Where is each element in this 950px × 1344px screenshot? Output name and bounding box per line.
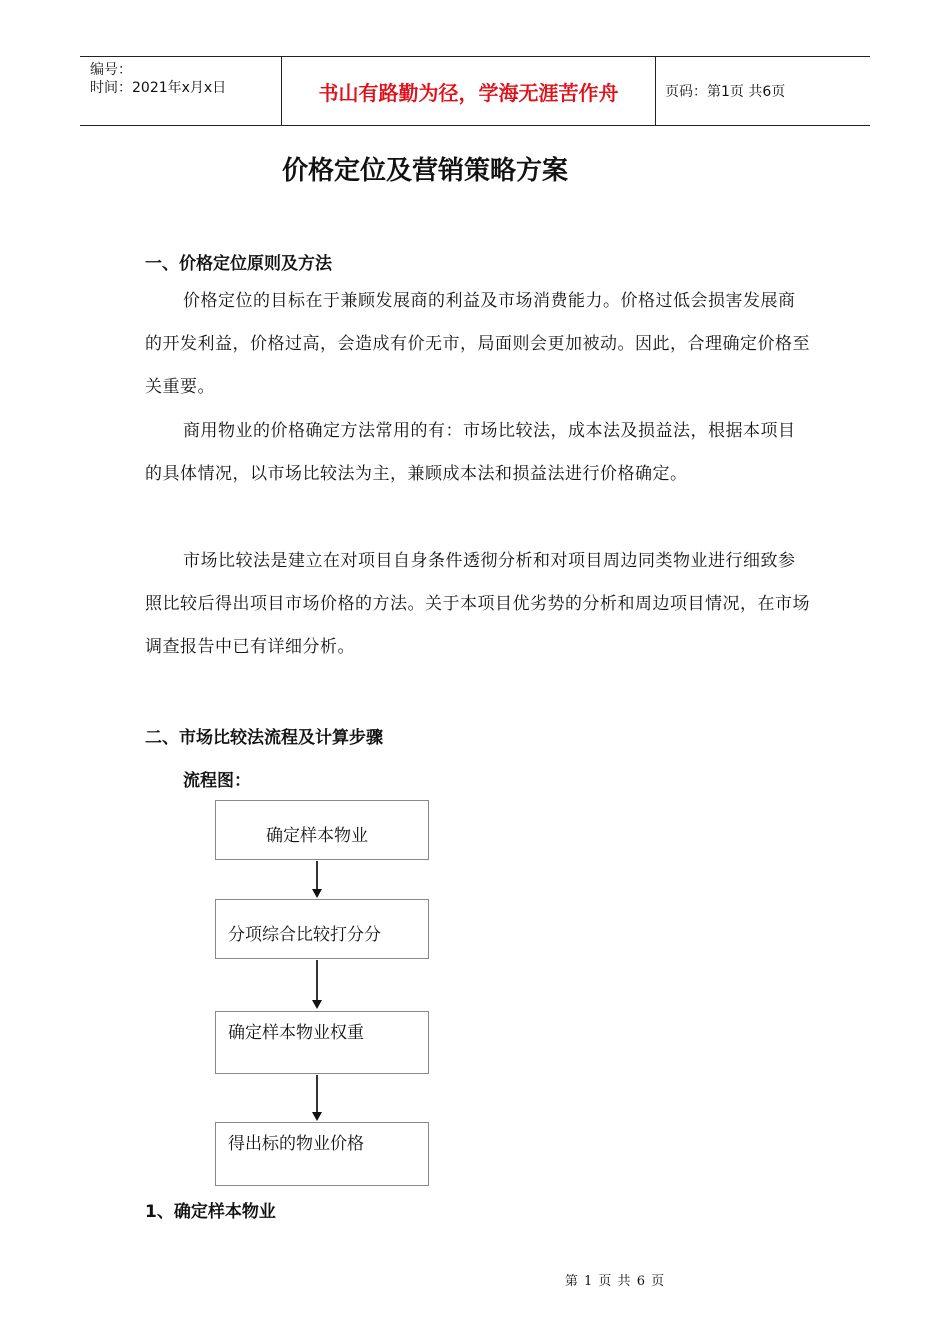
subsection-heading: 1、确定样本物业 xyxy=(145,1202,276,1222)
flow-step-box xyxy=(215,1122,429,1186)
section2-heading: 二、市场比较法流程及计算步骤 xyxy=(145,728,383,748)
document-title: 价格定位及营销策略方案 xyxy=(281,156,568,186)
header-meta xyxy=(80,57,281,125)
section1-paragraph: 商用物业的价格确定方法常用的有：市场比较法，成本法及损益法，根据本项目的具体情况，以市场比较法为主，兼顾成本法和损益法进行价格确定。 xyxy=(145,421,796,484)
flow-step-label: 分项综合比较打分分 xyxy=(228,925,381,945)
header-motto: 书山有路勤为径，学海无涯苦作舟 xyxy=(281,57,656,125)
arrow-down-icon xyxy=(312,1000,322,1009)
date-label: 时间：2021年x月x日 xyxy=(90,80,227,96)
document-header xyxy=(80,56,870,126)
section1-heading: 一、价格定位原则及方法 xyxy=(145,254,332,274)
flow-arrow xyxy=(316,1075,318,1112)
flow-step-label: 得出标的物业价格 xyxy=(228,1134,364,1154)
flowchart-label: 流程图： xyxy=(183,771,251,791)
arrow-down-icon xyxy=(312,1112,322,1121)
header-page-code: 页码：第1页 共6页 xyxy=(665,84,786,100)
flow-step-box xyxy=(215,800,429,860)
flow-step-label: 确定样本物业 xyxy=(266,826,368,846)
flow-step-box xyxy=(215,899,429,959)
flow-step-box xyxy=(215,1011,429,1074)
flow-step-label: 确定样本物业权重 xyxy=(228,1023,364,1043)
page-footer: 第 1 页 共 6 页 xyxy=(564,1274,666,1289)
section1-paragraph: 市场比较法是建立在对项目自身条件透彻分析和对项目周边同类物业进行细致参照比较后得出项目市场价格的方法。关于本项目优劣势的分析和周边项目情况，在市场调查报告中已有详细分析。 xyxy=(145,551,810,657)
arrow-down-icon xyxy=(312,889,322,898)
section1-paragraph: 价格定位的目标在于兼顾发展商的利益及市场消费能力。价格过低会损害发展商的开发利益，价格过高，会造成有价无市，局面则会更加被动。因此，合理确定价格至关重要。 xyxy=(145,291,810,397)
serial-number-label: 编号： xyxy=(90,62,132,78)
flow-arrow xyxy=(316,861,318,889)
flow-arrow xyxy=(316,960,318,1000)
